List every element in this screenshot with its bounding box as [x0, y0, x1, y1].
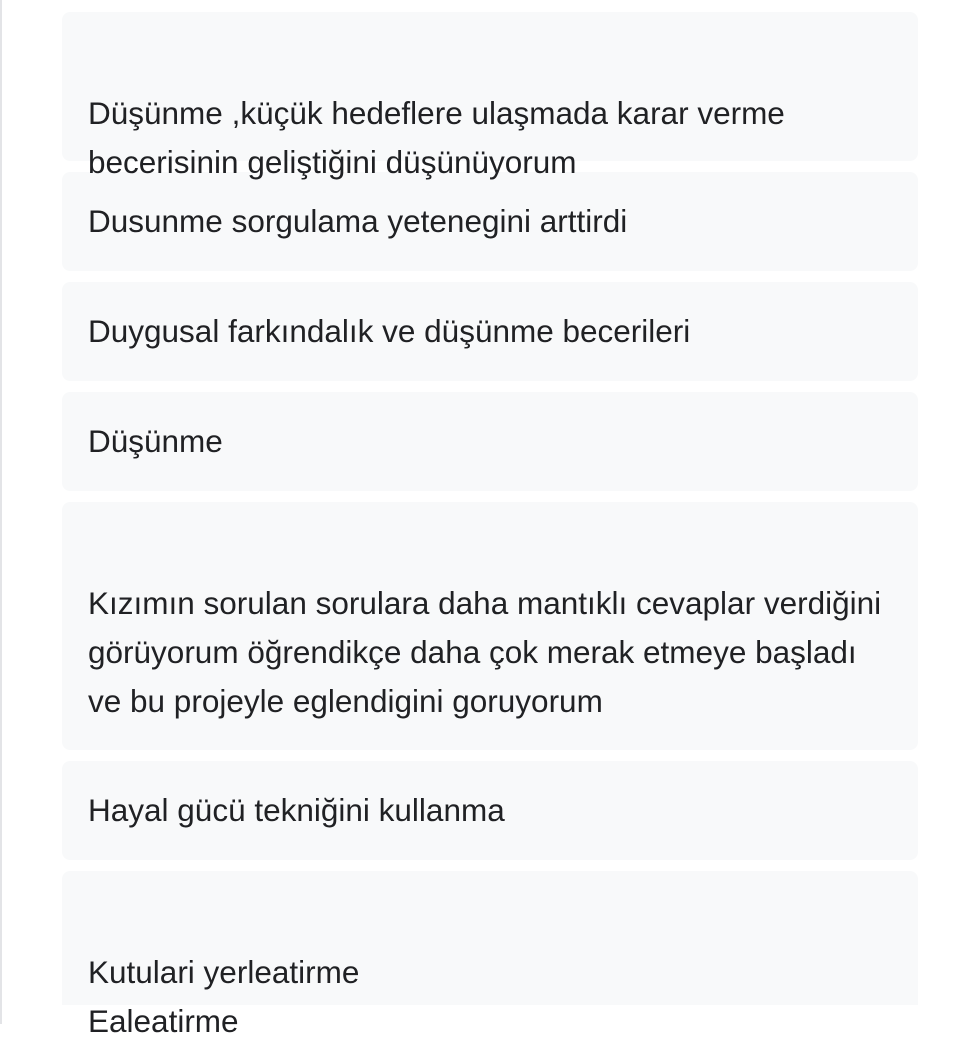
response-text: Kutulari yerleatirme Ealeatirme	[88, 954, 360, 1039]
response-text: Kızımın sorulan sorulara daha mantıklı cevaplar verdiğini görüyorum öğrendikçe daha çok merak etmeye başladı ve bu projeyle eglendigini goruyorum	[88, 585, 882, 719]
response-card	[62, 12, 918, 180]
response-card	[62, 502, 918, 750]
response-card	[62, 392, 918, 491]
response-list	[62, 12, 918, 1039]
response-text: Hayal gücü tekniğini kullanma	[88, 792, 505, 828]
response-text: Düşünme	[88, 423, 223, 459]
response-card	[62, 282, 918, 381]
response-card	[62, 871, 918, 1039]
response-card	[62, 761, 918, 860]
response-text: Düşünme ,küçük hedeflere ulaşmada karar verme becerisinin geliştiğini düşünüyorum	[88, 95, 785, 180]
left-divider	[0, 0, 2, 1024]
response-text: Duygusal farkındalık ve düşünme becerileri	[88, 313, 691, 349]
response-text: Dusunme sorgulama yetenegini arttirdi	[88, 203, 628, 239]
